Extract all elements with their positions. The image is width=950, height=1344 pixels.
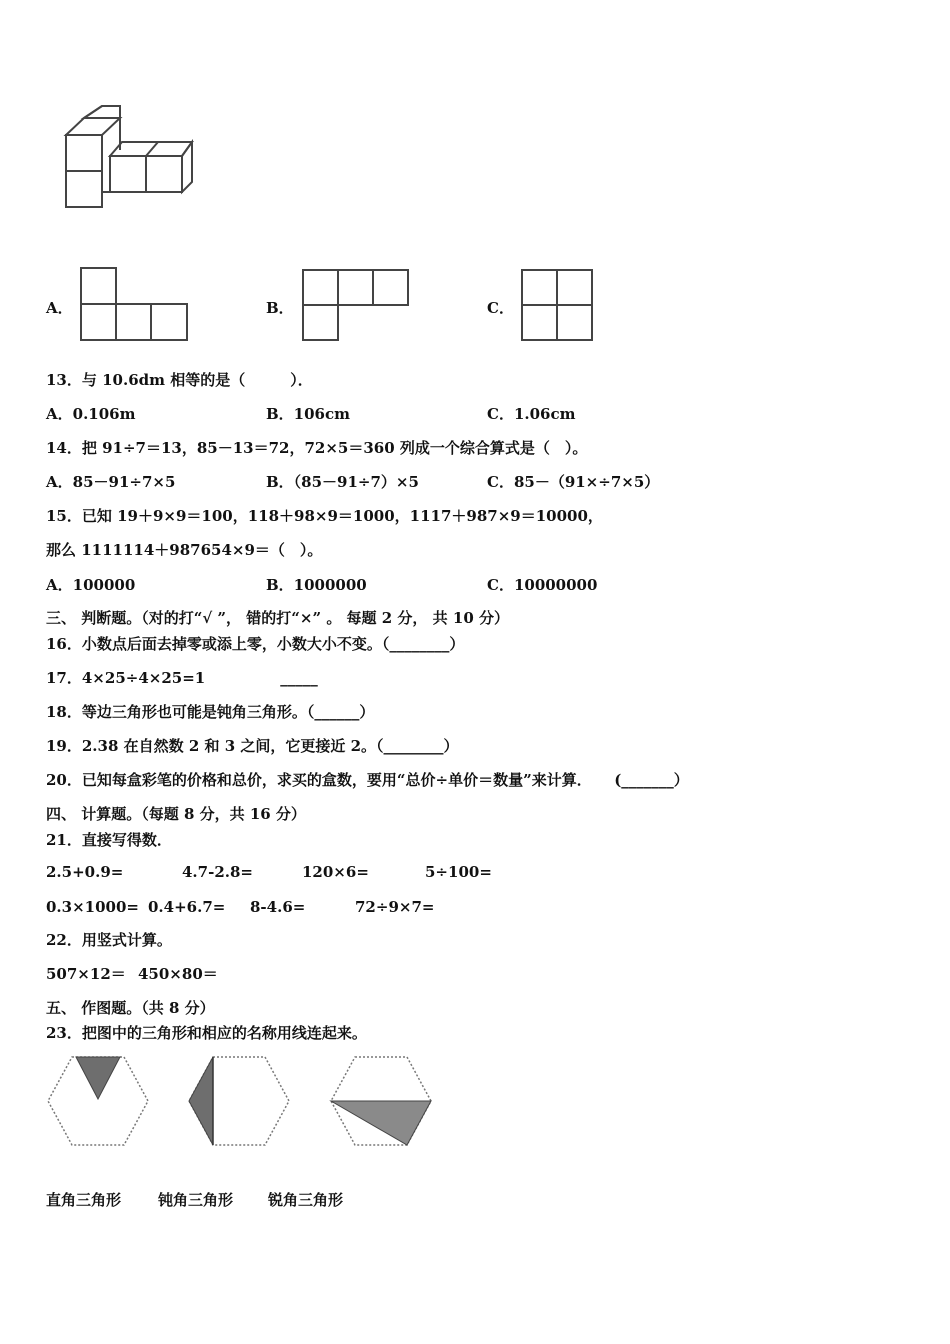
q17: 17．4×25÷4×25=1 _____ (46, 669, 318, 687)
calc-item: 120×6= (302, 863, 369, 881)
q12-option-b-figure (302, 268, 412, 342)
vertical-calc-item: 507×12＝ (46, 965, 126, 983)
section5-heading: 五、 作图题。（共 8 分） (46, 999, 215, 1017)
calc-item: 72÷9×7= (355, 898, 435, 916)
cube-stack-figure (60, 100, 200, 215)
triangle-name-right: 直角三角形 (46, 1191, 122, 1209)
q15-option-b: B．1000000 (266, 576, 367, 594)
q14-option-b: B．（85－91÷7）×5 (266, 473, 419, 491)
calc-item: 4.7-2.8= (182, 863, 253, 881)
hexagon-figure-3 (329, 1055, 433, 1147)
q15-option-a: A．100000 (46, 576, 136, 594)
q14-option-a: A．85－91÷7×5 (46, 473, 176, 491)
q20: 20．已知每盒彩笔的价格和总价，求买的盒数，要用“总价÷单价＝数量”来计算． (_______） (46, 771, 689, 789)
calc-item: 0.3×1000= (46, 898, 139, 916)
hexagon-figure-1 (46, 1055, 150, 1147)
q13-option-c: C．1.06cm (487, 405, 576, 423)
q16: 16．小数点后面去掉零或添上零，小数大小不变。（________） (46, 635, 465, 653)
q15-option-c: C．10000000 (487, 576, 598, 594)
q15-stem-continued: 那么 1111114＋987654×9＝（ ）。 (46, 541, 323, 559)
q21-stem: 21．直接写得数． (46, 831, 172, 849)
hexagon-figure-2 (187, 1055, 291, 1147)
triangle-name-acute: 锐角三角形 (268, 1191, 344, 1209)
q12-option-c-label: C． (487, 299, 514, 317)
q13-stem: 13．与 10.6dm 相等的是（ ）． (46, 371, 313, 389)
calc-item: 8-4.6= (250, 898, 306, 916)
q23-stem: 23．把图中的三角形和相应的名称用线连起来。 (46, 1024, 367, 1042)
q15-stem: 15．已知 19＋9×9＝100，118＋98×9＝1000，1117＋987×9＝10000， (46, 507, 603, 525)
calc-item: 0.4+6.7= (148, 898, 226, 916)
q14-option-c: C．85－（91×÷7×5） (487, 473, 660, 491)
q13-option-b: B．106cm (266, 405, 350, 423)
calc-item: 5÷100= (425, 863, 492, 881)
calc-item: 2.5+0.9= (46, 863, 124, 881)
q12-option-b-label: B． (266, 299, 294, 317)
q22-stem: 22．用竖式计算。 (46, 931, 172, 949)
triangle-name-obtuse: 钝角三角形 (158, 1191, 234, 1209)
q12-option-a-figure (80, 266, 190, 342)
section4-heading: 四、 计算题。（每题 8 分，共 16 分） (46, 805, 306, 823)
q13-option-a: A．0.106m (46, 405, 136, 423)
q14-stem: 14．把 91÷7＝13，85－13＝72，72×5＝360 列成一个综合算式是（ ）。 (46, 439, 588, 457)
section3-heading: 三、 判断题。（对的打“√ ”， 错的打“×” 。 每题 2 分， 共 10 分） (46, 609, 509, 627)
vertical-calc-item: 450×80＝ (138, 965, 218, 983)
q19: 19．2.38 在自然数 2 和 3 之间，它更接近 2。（________） (46, 737, 459, 755)
q12-option-c-figure (521, 268, 595, 342)
q18: 18．等边三角形也可能是钝角三角形。（______） (46, 703, 375, 721)
q12-option-a-label: A． (46, 299, 73, 317)
